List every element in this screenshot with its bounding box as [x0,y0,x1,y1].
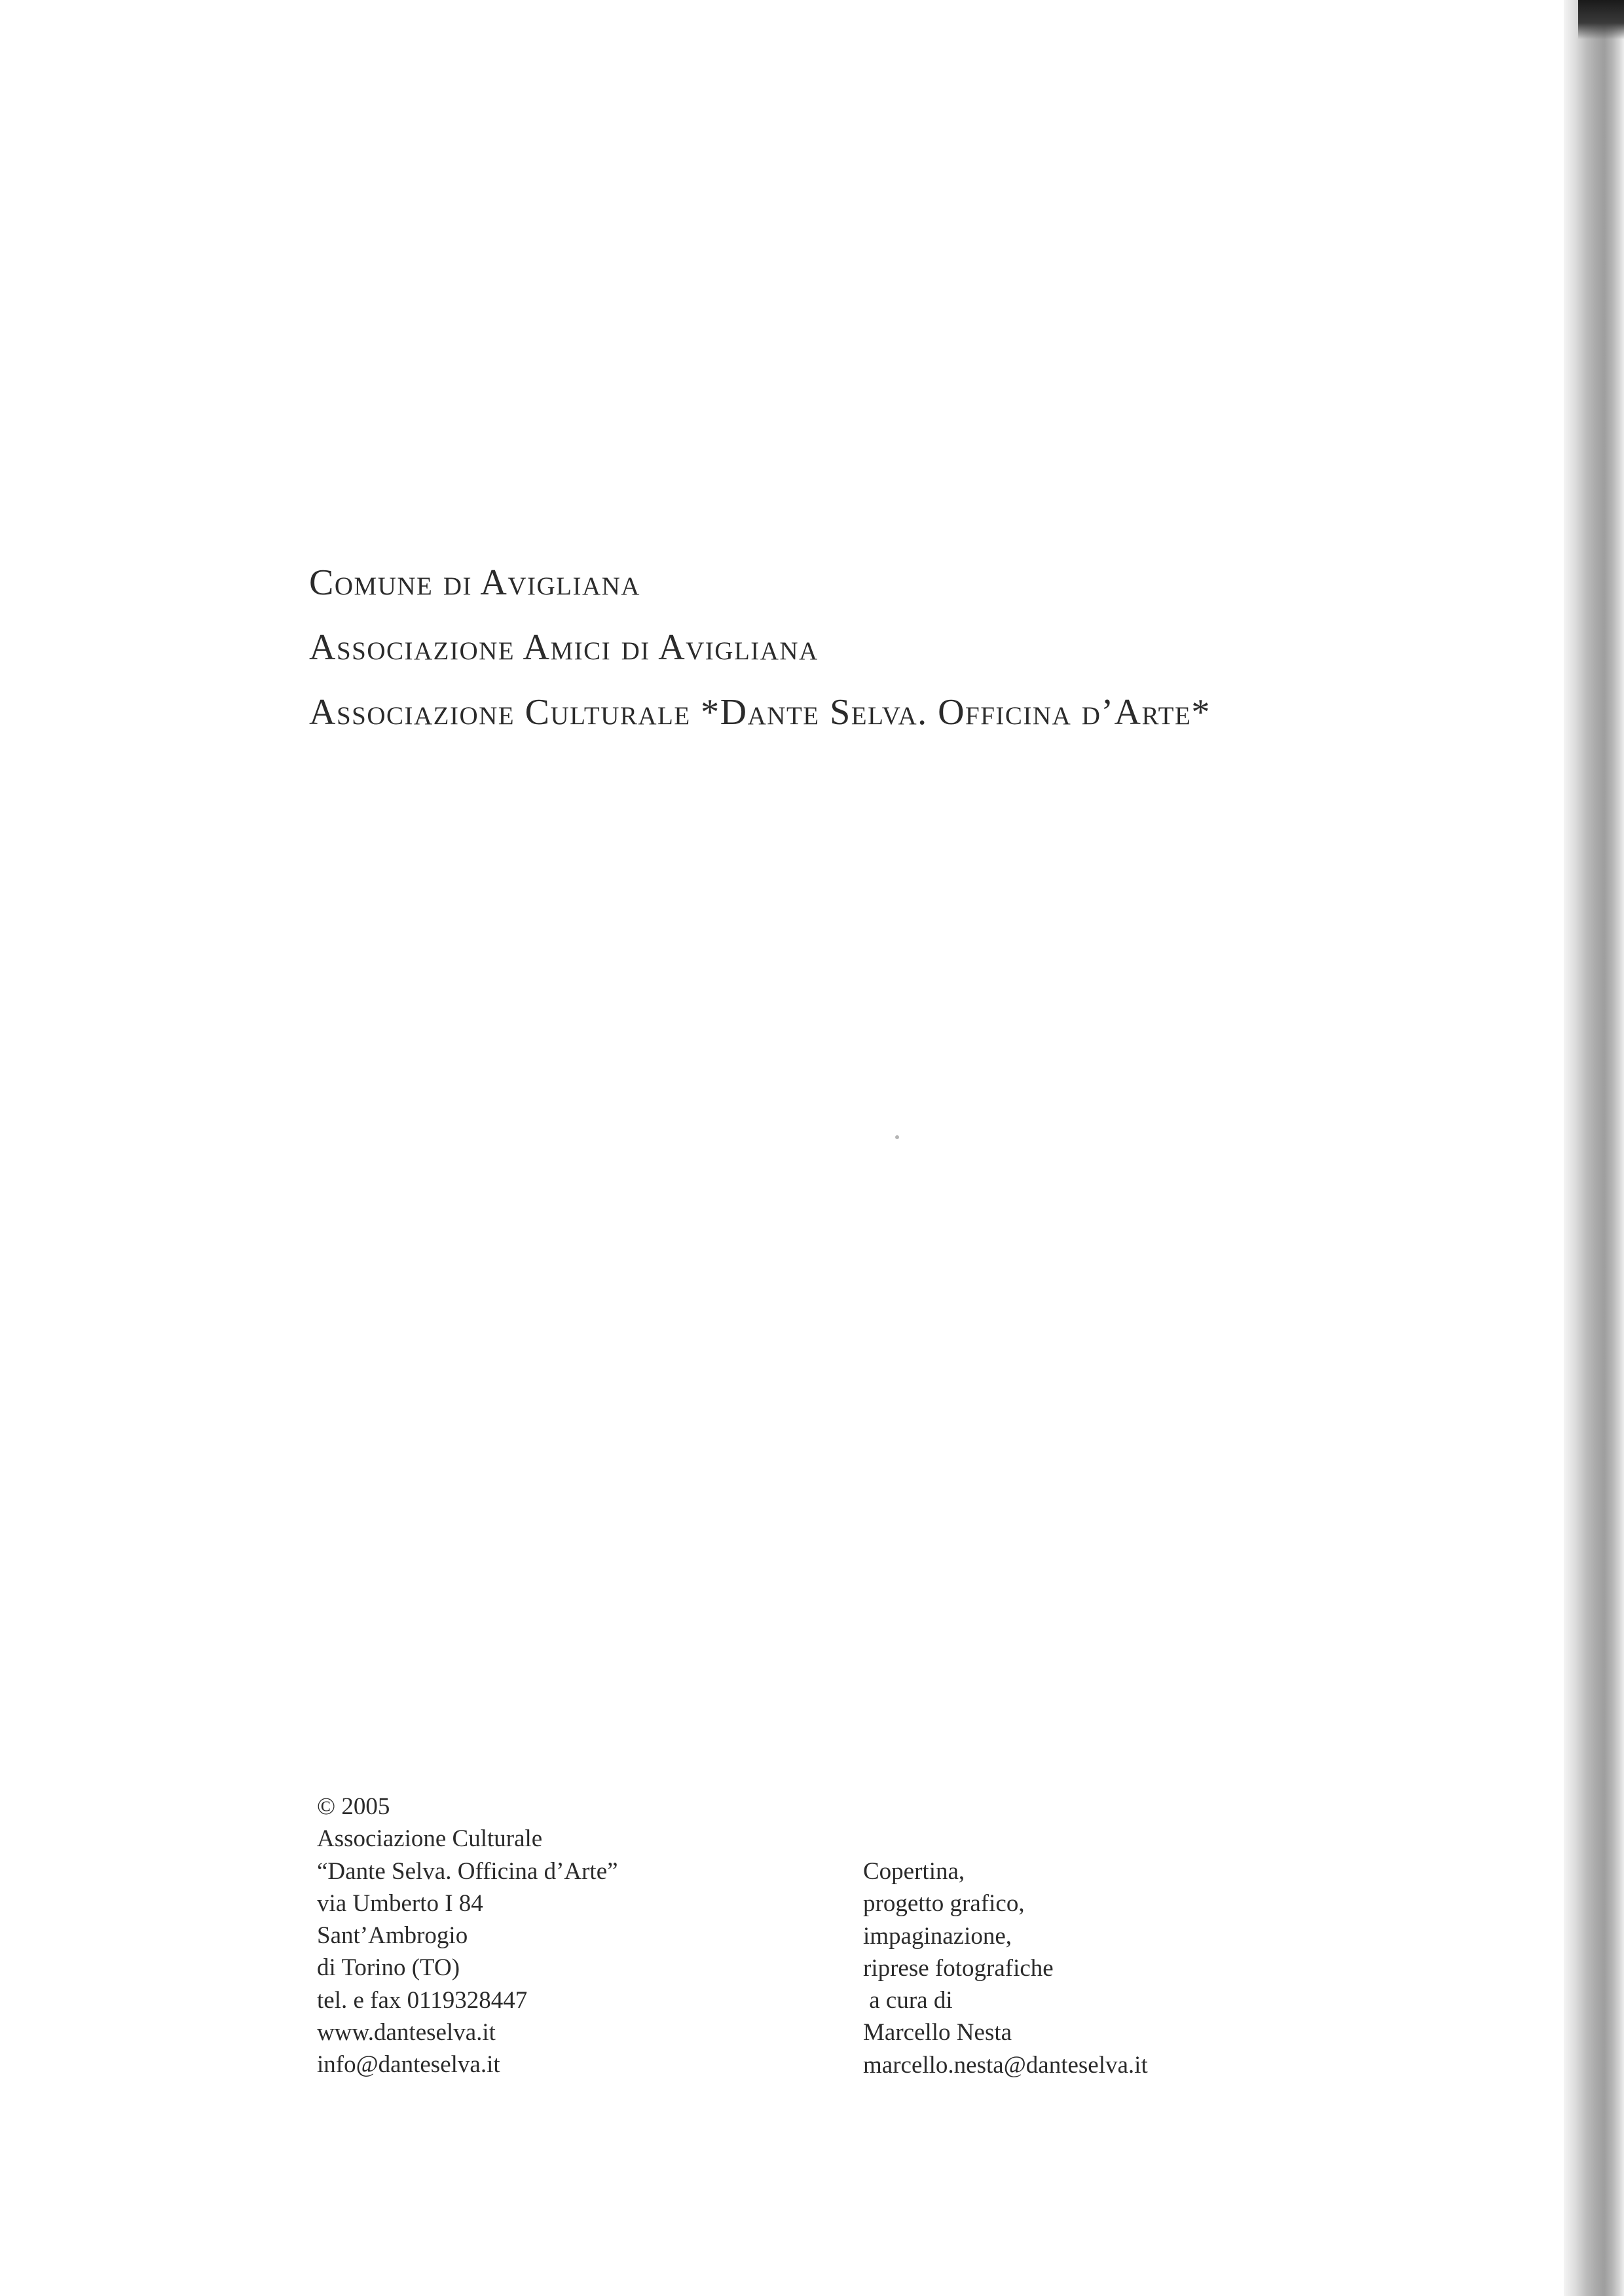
heading-culturale: Associazione Culturale *Dante Selva. Officina d’Arte* [309,692,1211,733]
credits-email: marcello.nesta@danteselva.it [863,2051,1148,2079]
imprint-town: Sant’Ambrogio [317,1922,468,1950]
imprint-website: www.danteselva.it [317,2019,496,2047]
imprint-phone: tel. e fax 0119328447 [317,1986,528,2014]
imprint-email: info@danteselva.it [317,2051,500,2079]
credits-line-by: a cura di [863,1987,953,2014]
credits-block [863,1855,1321,2081]
heading-amici: Associazione Amici di Avigliana [309,627,819,668]
credits-line-design: progetto grafico, [863,1890,1025,1918]
imprint-org-line-2: “Dante Selva. Officina d’Arte” [317,1857,618,1885]
scan-speck [895,1135,899,1139]
scan-corner-shadow [1578,0,1624,39]
credits-author: Marcello Nesta [863,2019,1012,2047]
publisher-headings [309,564,1422,759]
credits-line-cover: Copertina, [863,1858,965,1885]
credits-line-layout: impaginazione, [863,1922,1012,1950]
imprint-province: di Torino (TO) [317,1954,460,1982]
book-spine-shadow [1564,0,1624,2296]
copyright-year: © 2005 [317,1793,390,1820]
imprint-block [317,1791,775,2081]
heading-comune: Comune di Avigliana [309,562,640,603]
imprint-org-line-1: Associazione Culturale [317,1825,543,1853]
credits-line-photos: riprese fotografiche [863,1954,1054,1982]
imprint-street: via Umberto I 84 [317,1889,483,1917]
